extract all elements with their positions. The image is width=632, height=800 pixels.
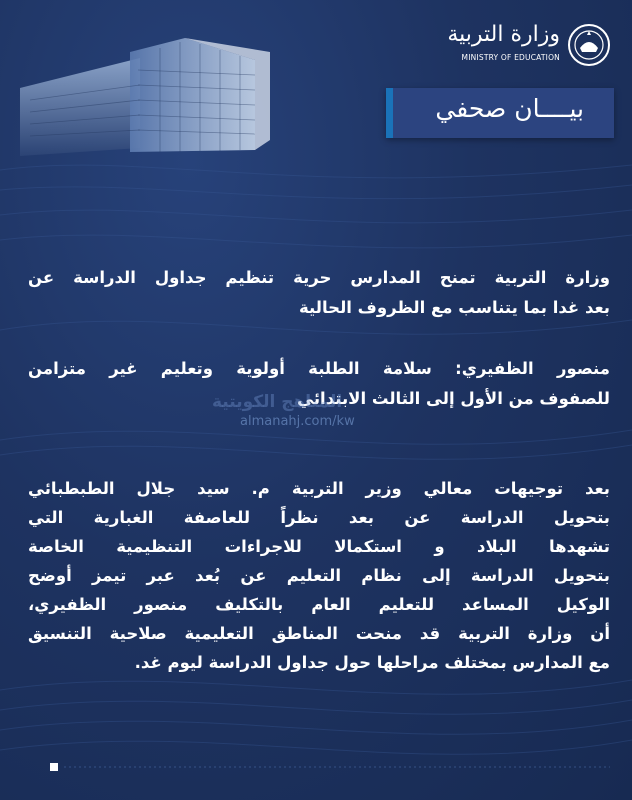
- body-line: الوكيل المساعد للتعليم العام بالتكليف منصور الظفيري،: [28, 595, 610, 614]
- banner-title: بيــــان صحفي: [435, 94, 584, 123]
- footer-divider: [50, 762, 610, 772]
- press-release-banner: [386, 88, 614, 138]
- body-paragraph: [28, 474, 610, 677]
- ministry-name-arabic: وزارة التربية: [447, 22, 560, 47]
- ministry-name-english: MINISTRY OF EDUCATION: [461, 53, 560, 62]
- building-image: [20, 30, 290, 160]
- body-line: أن وزارة التربية قد منحت المناطق التعليمية صلاحية التنسيق: [28, 624, 610, 643]
- body-line: بتحويل الدراسة إلى نظام التعليم عن بُعد عبر تيمز أوضح: [28, 566, 610, 585]
- watermark-logo-text: المناهج الكويتية: [212, 392, 343, 412]
- ministry-logo: [412, 22, 612, 70]
- headline-paragraph: [28, 263, 610, 323]
- body-line: بتحويل الدراسة عن بعد نظراً للعاصفة الغبارية التي: [28, 508, 610, 527]
- body-line: بعد توجيهات معالي وزير التربية م. سيد جلال الطبطبائي: [28, 479, 610, 498]
- kuwait-emblem-icon: [566, 22, 612, 68]
- subheadline-line: للصفوف من الأول إلى الثالث الابتدائي: [297, 389, 610, 408]
- body-line: مع المدارس بمختلف مراحلها حول جداول الدراسة ليوم غد.: [134, 653, 610, 672]
- subheadline-line: منصور الظفيري: سلامة الطلبة أولوية وتعليم غير متزامن: [28, 359, 610, 378]
- headline-line: بعد غدا بما يتناسب مع الظروف الحالية: [299, 298, 610, 317]
- headline-line: وزارة التربية تمنح المدارس حرية تنظيم جداول الدراسة عن: [28, 268, 610, 287]
- watermark-url: almanahj.com/kw: [240, 414, 355, 429]
- body-line: تشهدها البلاد و استكمالا للاجراءات التنظيمية الخاصة: [28, 537, 610, 556]
